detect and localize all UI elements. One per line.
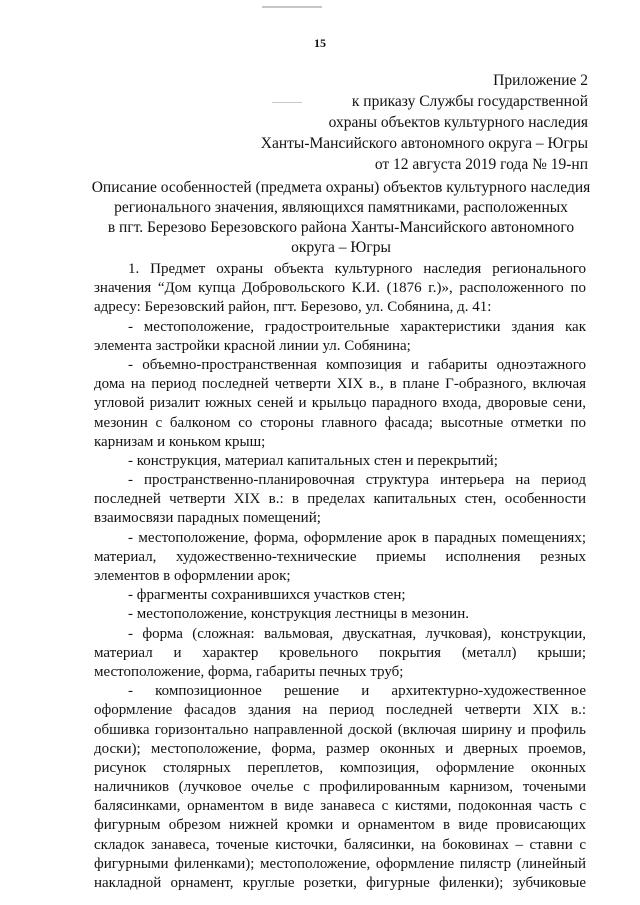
body-line: фигурными филенками); местоположение, оформление пилястр (линейный [94, 855, 586, 872]
body-line: мезонин с балконом со стороны главного фасада; высотные отметки по [94, 414, 586, 431]
body-line: материал, художественно-технические приемы исполнения резных [94, 548, 586, 565]
body-line: материал и характер кровельного покрытия (металл) крыши; [94, 644, 586, 661]
body-line: - конструкция, материал капитальных стен и перекрытий; [128, 452, 498, 469]
body-line: - пространственно-планировочная структура интерьера на период [128, 472, 586, 489]
body-line: угловой ризалит южных сеней и крыльцо парадного входа, дворовые сени, [94, 395, 586, 412]
body-line: доски); местоположение, форма, размер оконных и дверных проемов, [94, 740, 586, 757]
body-line: значения “Дом купца Добровольского К.И. (1876 г.)», расположенного по [94, 280, 586, 297]
body-line: взаимосвязи парадных помещений; [94, 510, 321, 527]
body-line: карнизам и коньком крыш; [94, 433, 266, 450]
appendix-line: Приложение 2 [493, 72, 588, 89]
body-line: местоположение, форма, габариты печных труб; [94, 663, 404, 680]
body-line: - форма (сложная: вальмовая, двускатная, лучковая), конструкции, [128, 625, 586, 642]
body-line: 1. Предмет охраны объекта культурного наследия регионального [128, 261, 586, 277]
title-line: регионального значения, являющихся памятниками, расположенных [114, 199, 568, 216]
appendix-line: охраны объектов культурного наследия [328, 114, 588, 131]
title-line: в пгт. Березово Березовского района Ханты-Мансийского автономного [107, 219, 575, 236]
body-line: - фрагменты сохранившихся участков стен; [128, 587, 406, 604]
body-line: - местоположение, конструкция лестницы в мезонин. [128, 606, 469, 623]
appendix-header [168, 70, 588, 175]
body-line: - местоположение, форма, оформление арок в парадных помещениях; [128, 529, 586, 546]
body-line: дома на период последней четверти XIX в., в плане Г-образного, включая [94, 376, 586, 393]
body-line: - композиционное решение и архитектурно-художественное [128, 683, 586, 700]
appendix-line: Ханты-Мансийского автономного округа – Югры [260, 135, 588, 152]
body-line: рисунок столярных переплетов, композиция, оформление оконных [94, 759, 586, 776]
body-line: обшивка горизонтально направленной доской (включая ширину и профиль [94, 721, 586, 738]
body-line: - местоположение, градостроительные характеристики здания как [128, 318, 586, 335]
title-line: округа – Югры [291, 239, 391, 256]
document-title [90, 178, 592, 258]
body-line: - объемно-пространственная композиция и габариты одноэтажного [128, 356, 586, 373]
page-number: 15 [314, 36, 326, 50]
body-line: накладной орнамент, круглые розетки, фигурные филенки); зубчиковые [94, 875, 586, 891]
body-line: фигурным обрезом нижней кромки и орнаментом в виде провисающих [94, 817, 586, 834]
body-line: адресу: Березовский район, пгт. Березово, ул. Собянина, д. 41: [94, 299, 492, 316]
body-line: элементов в оформлении арок; [94, 568, 291, 584]
body-line: складок занавеса, точеные кисточки, балясинки, на боковинах – ставни с [94, 836, 586, 853]
body-line: последней четверти XIX в.: в пределах капитальных стен, особенности [94, 491, 586, 508]
body-line: оформление фасадов здания на период последней четверти XIX в.: [94, 702, 586, 719]
body-line: наличников (лучковое очелье с профилированным карнизом, точеными [94, 779, 586, 796]
scan-artifact [262, 6, 322, 8]
body-text [94, 260, 586, 893]
appendix-line: к приказу Службы государственной [351, 93, 588, 110]
body-line: элемента застройки красной линии ул. Собянина; [94, 337, 411, 354]
appendix-line: от 12 августа 2019 года № 19-нп [374, 156, 588, 173]
title-line: Описание особенностей (предмета охраны) объектов культурного наследия [91, 179, 591, 196]
body-line: балясинками, орнаментом в виде занавеса с кистями, подоконная часть с [94, 798, 586, 815]
